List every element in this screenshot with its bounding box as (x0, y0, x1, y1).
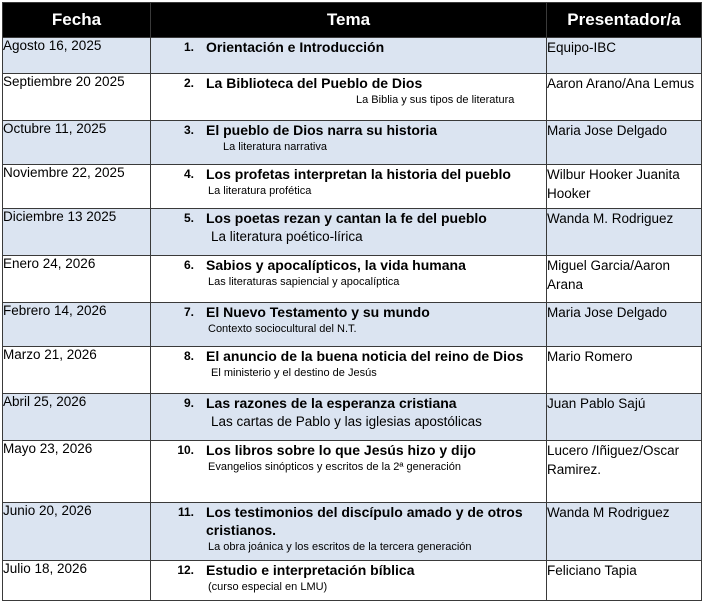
header-presentador: Presentador/a (547, 3, 702, 38)
session-number: 9. (183, 396, 194, 410)
topic-title: Estudio e interpretación bíblica (206, 562, 415, 578)
session-number: 5. (183, 211, 194, 225)
session-number: 6. (183, 258, 194, 272)
presenter-cell: Wanda M Rodriguez (547, 503, 702, 561)
topic-title: Sabios y apocalípticos, la vida humana (206, 257, 466, 273)
topic-cell (151, 74, 547, 121)
presenter-cell: Equipo-IBC (547, 38, 702, 74)
topic-title: Las razones de la esperanza cristiana (206, 395, 457, 411)
table-row (3, 394, 702, 441)
table-row (3, 303, 702, 347)
table-row (3, 38, 702, 74)
date-cell: Mayo 23, 2026 (3, 441, 151, 503)
presenter-cell: Maria Jose Delgado (547, 121, 702, 165)
topic-cell (151, 503, 547, 561)
session-number: 4. (183, 167, 194, 181)
date-cell: Abril 25, 2026 (3, 394, 151, 441)
topic-title: Los testimonios del discípulo amado y de otros cristianos. (206, 504, 523, 538)
topic-subtitle: Evangelios sinópticos y escritos de la 2ª generación (208, 461, 461, 473)
table-row (3, 256, 702, 303)
topic-cell (151, 121, 547, 165)
topic-title: Orientación e Introducción (206, 39, 385, 55)
table-row (3, 503, 702, 561)
date-cell: Diciembre 13 2025 (3, 209, 151, 256)
topic-cell (151, 38, 547, 74)
topic-subtitle: La Biblia y sus tipos de literatura (356, 94, 515, 106)
date-cell: Enero 24, 2026 (3, 256, 151, 303)
presenter-cell: Juan Pablo Sajú (547, 394, 702, 441)
session-number: 11. (177, 505, 194, 519)
date-cell: Agosto 16, 2025 (3, 38, 151, 74)
date-cell: Septiembre 20 2025 (3, 74, 151, 121)
table-row (3, 347, 702, 394)
topic-title: El pueblo de Dios narra su historia (206, 122, 438, 138)
presenter-cell: Mario Romero (547, 347, 702, 394)
date-cell: Junio 20, 2026 (3, 503, 151, 561)
date-cell: Noviembre 22, 2025 (3, 165, 151, 209)
topic-subtitle: La literatura profética (208, 185, 312, 197)
presenter-cell: Wilbur Hooker Juanita Hooker (547, 165, 702, 209)
presenter-cell: Aaron Arano/Ana Lemus (547, 74, 702, 121)
topic-title: La Biblioteca del Pueblo de Dios (206, 75, 423, 91)
session-number: 7. (183, 305, 194, 319)
topic-title: Los libros sobre lo que Jesús hizo y dijo (206, 442, 476, 458)
table-row (3, 561, 702, 601)
topic-title: El anuncio de la buena noticia del reino de Dios (206, 348, 524, 364)
topic-subtitle: (curso especial en LMU) (208, 581, 328, 593)
session-number: 8. (183, 349, 194, 363)
table-row (3, 441, 702, 503)
topic-subtitle: El ministerio y el destino de Jesús (211, 367, 377, 379)
topic-cell (151, 165, 547, 209)
session-number: 1. (183, 40, 194, 54)
table-row (3, 209, 702, 256)
header-fecha: Fecha (3, 3, 151, 38)
topic-cell (151, 561, 547, 601)
topic-subtitle: Las literaturas sapiencial y apocalíptica (208, 276, 400, 288)
topic-cell (151, 209, 547, 256)
date-cell: Marzo 21, 2026 (3, 347, 151, 394)
topic-cell (151, 347, 547, 394)
table-row (3, 121, 702, 165)
topic-subtitle: La literatura poético-lírica (211, 229, 363, 244)
table-row (3, 165, 702, 209)
topic-title: El Nuevo Testamento y su mundo (206, 304, 430, 320)
presenter-cell: Lucero /Iñiguez/Oscar Ramirez. (547, 441, 702, 503)
topic-subtitle: La obra joánica y los escritos de la tercera generación (208, 541, 472, 553)
schedule-table (2, 2, 702, 601)
date-cell: Febrero 14, 2026 (3, 303, 151, 347)
table-row (3, 74, 702, 121)
header-tema: Tema (151, 3, 547, 38)
topic-cell (151, 441, 547, 503)
presenter-cell: Miguel Garcia/Aaron Arana (547, 256, 702, 303)
topic-cell (151, 394, 547, 441)
topic-title: Los poetas rezan y cantan la fe del pueblo (206, 210, 487, 226)
session-number: 12. (177, 563, 194, 577)
header-row (3, 3, 702, 38)
topic-cell (151, 303, 547, 347)
presenter-cell: Feliciano Tapia (547, 561, 702, 601)
topic-cell (151, 256, 547, 303)
date-cell: Octubre 11, 2025 (3, 121, 151, 165)
topic-subtitle: La literatura narrativa (223, 141, 327, 153)
topic-title: Los profetas interpretan la historia del pueblo (206, 166, 511, 182)
presenter-cell: Maria Jose Delgado (547, 303, 702, 347)
date-cell: Julio 18, 2026 (3, 561, 151, 601)
session-number: 2. (183, 76, 194, 90)
session-number: 3. (183, 123, 194, 137)
presenter-cell: Wanda M. Rodriguez (547, 209, 702, 256)
session-number: 10. (177, 443, 194, 457)
topic-subtitle: Las cartas de Pablo y las iglesias apostólicas (211, 414, 482, 429)
topic-subtitle: Contexto sociocultural del N.T. (208, 323, 357, 335)
